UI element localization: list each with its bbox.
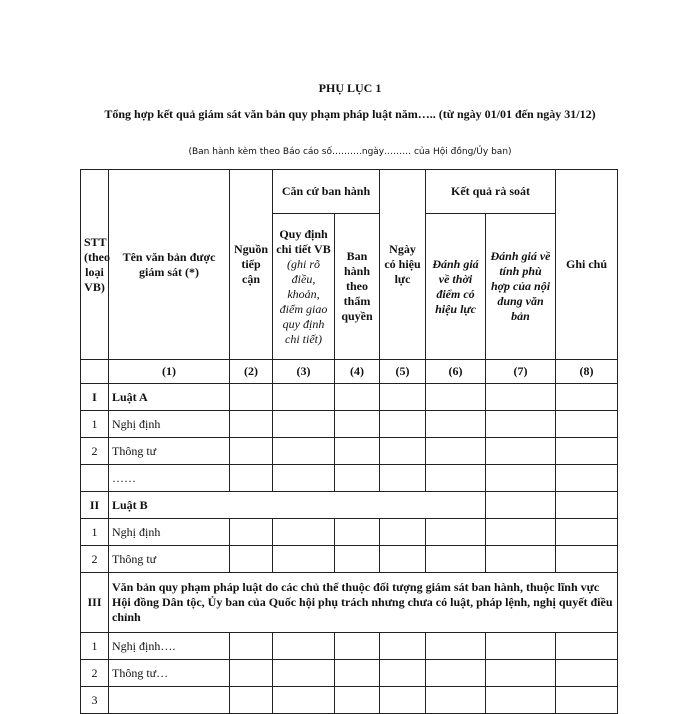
table-row (81, 519, 618, 546)
cell (380, 633, 426, 660)
cell (426, 687, 486, 714)
row-document-name: Nghị định (109, 519, 230, 546)
header-stt: STT (theo loại VB) (81, 170, 109, 360)
cell (230, 660, 273, 687)
cell (486, 465, 556, 492)
cell (380, 519, 426, 546)
document-subtitle: Tổng hợp kết quả giám sát văn bản quy phạm pháp luật năm….. (từ ngày 01/01 đến ngày 31/12) (104, 107, 596, 121)
cell (335, 546, 380, 573)
row-document-name: Thông tư (109, 438, 230, 465)
row-document-name: Luật A (109, 384, 230, 411)
column-number-5: (5) (380, 360, 426, 384)
header-effective-date: Ngày có hiệu lực (380, 170, 426, 360)
cell (230, 438, 273, 465)
column-number-4: (4) (335, 360, 380, 384)
cell (230, 411, 273, 438)
row-document-name: Luật B (109, 492, 486, 519)
cell (556, 660, 618, 687)
row-document-name: …… (109, 465, 230, 492)
cell (335, 519, 380, 546)
cell (273, 411, 335, 438)
row-stt: 2 (81, 546, 109, 573)
cell (556, 546, 618, 573)
cell (273, 465, 335, 492)
cell (426, 411, 486, 438)
row-stt (81, 465, 109, 492)
cell (556, 438, 618, 465)
column-number-2: (2) (230, 360, 273, 384)
table-row (81, 687, 618, 714)
column-number-7: (7) (486, 360, 556, 384)
cell (335, 384, 380, 411)
cell (335, 660, 380, 687)
table-row (81, 573, 618, 633)
cell (273, 438, 335, 465)
cell (380, 660, 426, 687)
table-row (81, 633, 618, 660)
header-access-source: Nguồn tiếp cận (230, 170, 273, 360)
cell (380, 687, 426, 714)
column-number-6: (6) (426, 360, 486, 384)
header-content-conformity-assessment: Đánh giá về tính phù hợp của nội dung văn bản (486, 214, 556, 360)
header-detailed-regulation (273, 214, 335, 360)
cell (486, 384, 556, 411)
table-row (81, 546, 618, 573)
row-stt: I (81, 384, 109, 411)
cell (486, 411, 556, 438)
row-stt: 1 (81, 633, 109, 660)
header-issued-by-authority: Ban hành theo thẩm quyền (335, 214, 380, 360)
cell (486, 438, 556, 465)
table-row (81, 492, 618, 519)
row-stt: 1 (81, 519, 109, 546)
monitoring-table (80, 169, 618, 714)
header-detailed-regulation-bold: Quy định chi tiết VB (276, 226, 331, 256)
cell (230, 687, 273, 714)
cell (380, 465, 426, 492)
cell (486, 519, 556, 546)
cell (556, 411, 618, 438)
table-row (81, 660, 618, 687)
table-row (81, 411, 618, 438)
cell (556, 384, 618, 411)
cell (486, 687, 556, 714)
cell (273, 519, 335, 546)
header-notes: Ghi chú (556, 170, 618, 360)
cell (335, 465, 380, 492)
cell (273, 633, 335, 660)
cell (426, 384, 486, 411)
column-number-1: (1) (109, 360, 230, 384)
table-row (81, 438, 618, 465)
column-number-3: (3) (273, 360, 335, 384)
cell (273, 687, 335, 714)
header-legal-basis: Căn cứ ban hành (273, 170, 380, 214)
cell (380, 384, 426, 411)
cell (426, 660, 486, 687)
row-stt: 2 (81, 438, 109, 465)
row-document-name: Thông tư… (109, 660, 230, 687)
table-row (81, 465, 618, 492)
cell (426, 465, 486, 492)
header-effective-time-assessment: Đánh giá về thời điểm có hiệu lực (426, 214, 486, 360)
row-stt: III (81, 573, 109, 633)
row-stt: II (81, 492, 109, 519)
row-document-name: Nghị định…. (109, 633, 230, 660)
cell (230, 384, 273, 411)
row-document-name (109, 687, 230, 714)
row-stt: 3 (81, 687, 109, 714)
cell (426, 519, 486, 546)
cell (426, 438, 486, 465)
cell (230, 633, 273, 660)
cell (426, 633, 486, 660)
cell (380, 411, 426, 438)
header-row-1 (81, 170, 618, 214)
cell (486, 660, 556, 687)
row-document-name: Văn bản quy phạm pháp luật do các chủ thể thuộc đối tượng giám sát ban hành, thuộc lĩnh vực Hội đồng Dân tộc, Ủy ban của Quốc hội phụ trách nhưng chưa có luật, pháp lệnh, nghị quyết điều chỉnh (109, 573, 618, 633)
cell (380, 546, 426, 573)
cell (486, 633, 556, 660)
document-title: PHỤ LỤC 1 (318, 81, 382, 95)
cell (556, 519, 618, 546)
cell (556, 633, 618, 660)
header-detailed-regulation-note: (ghi rõ điều, khoản, điểm giao quy định chi tiết) (279, 256, 328, 346)
row-stt: 1 (81, 411, 109, 438)
cell (335, 687, 380, 714)
table-row (81, 384, 618, 411)
header-review-result: Kết quả rà soát (426, 170, 556, 214)
cell (335, 633, 380, 660)
cell (426, 546, 486, 573)
cell (335, 438, 380, 465)
cell (273, 546, 335, 573)
cell (556, 687, 618, 714)
cell (273, 660, 335, 687)
row-stt: 2 (81, 660, 109, 687)
row-document-name: Thông tư (109, 546, 230, 573)
cell (230, 546, 273, 573)
cell (335, 411, 380, 438)
row-document-name: Nghị định (109, 411, 230, 438)
cell (273, 384, 335, 411)
cell (380, 438, 426, 465)
cell (486, 546, 556, 573)
cell (486, 492, 556, 519)
column-number-8: (8) (556, 360, 618, 384)
header-document-name: Tên văn bản được giám sát (*) (109, 170, 230, 360)
cell (556, 465, 618, 492)
column-number-row (81, 360, 618, 384)
cell (556, 492, 618, 519)
cell (230, 465, 273, 492)
column-number-blank (81, 360, 109, 384)
document-note: (Ban hành kèm theo Báo cáo số……….ngày……… của Hội đồng/Ủy ban) (188, 147, 512, 157)
cell (230, 519, 273, 546)
